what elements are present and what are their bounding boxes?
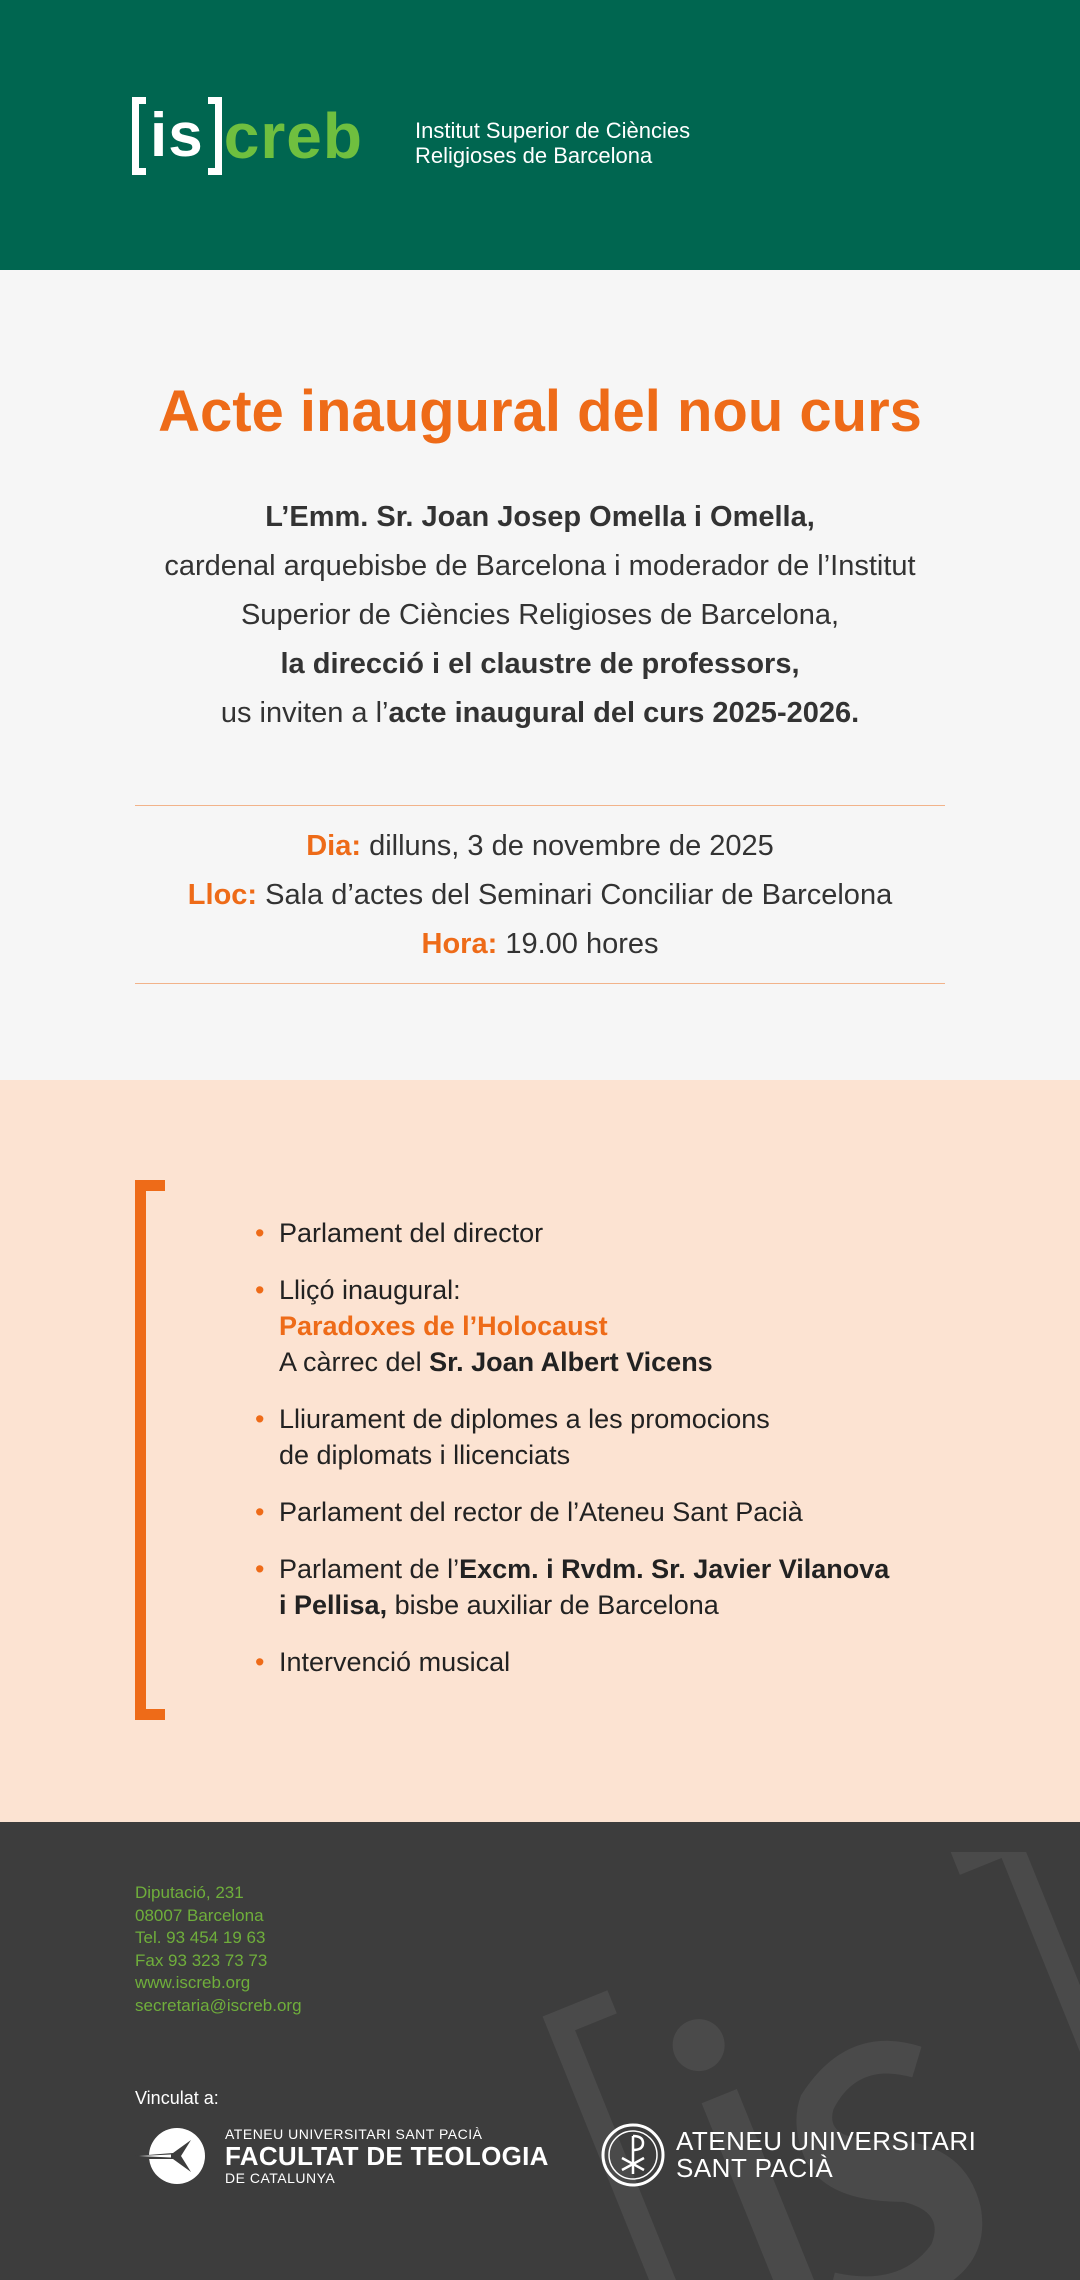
website-link[interactable]: www.iscreb.org <box>135 1973 251 1993</box>
program-list <box>255 1215 955 1701</box>
lecture-label: • Lliçó inaugural: <box>279 1275 461 1305</box>
place-label: Lloc: <box>187 879 258 911</box>
host-role-line1: cardenal arquebisbe de Barcelona i moderador de l’Institut <box>164 550 916 582</box>
ftc-parent: ATENEU UNIVERSITARI SANT PACIÀ <box>225 2126 483 2142</box>
email-link[interactable]: secretaria@iscreb.org <box>135 1995 302 2015</box>
bishop-prefix: Parlament de l’ <box>279 1554 460 1584</box>
iscreb-logo <box>132 88 363 184</box>
fax: Fax 93 323 73 73 <box>135 1950 268 1970</box>
logo-creb-text: creb <box>223 100 363 172</box>
logo-right-bracket <box>208 97 222 175</box>
footer <box>0 1822 1080 2280</box>
header <box>0 0 1080 270</box>
logo-left-bracket <box>132 97 146 175</box>
detail-day <box>135 822 945 871</box>
program-item-text: • Intervenció musical <box>279 1647 511 1677</box>
program-item-bishop-speech <box>255 1551 955 1623</box>
bishop-name-end: i Pellisa, <box>279 1590 388 1620</box>
invitation-line <box>100 689 980 738</box>
invitation-prefix: us inviten a l’ <box>220 697 389 729</box>
facultat-teologia-logo <box>133 2126 549 2186</box>
program-item-music <box>255 1644 955 1680</box>
facultat-teologia-logo-icon <box>133 2126 213 2186</box>
iscreb-watermark-icon <box>520 1852 1080 2280</box>
co-hosts: la direcció i el claustre de professors, <box>280 648 800 680</box>
postal-code: 08007 Barcelona <box>135 1905 264 1925</box>
event-name: acte inaugural del curs 2025-2026. <box>388 697 860 729</box>
bishop-line2 <box>279 1587 955 1623</box>
detail-time <box>135 920 945 969</box>
facultat-teologia-text <box>225 2126 549 2186</box>
program-item-director-speech <box>255 1215 955 1251</box>
program-item-text: • Parlament del director <box>279 1218 544 1248</box>
host-name: L’Emm. Sr. Joan Josep Omella i Omella, <box>265 501 815 533</box>
ateneu-logo <box>600 2122 976 2188</box>
bishop-role: bisbe auxiliar de Barcelona <box>387 1590 719 1620</box>
invitation-section <box>0 270 1080 1080</box>
lecture-speaker-line <box>279 1344 955 1380</box>
day-value: dilluns, 3 de novembre de 2025 <box>369 830 774 862</box>
program-item-text: • Parlament del rector de l’Ateneu Sant Pacià <box>279 1497 803 1527</box>
lecture-speaker: Sr. Joan Albert Vicens <box>429 1347 713 1377</box>
detail-place <box>135 871 945 920</box>
day-label: Dia: <box>306 830 362 862</box>
invitation-text <box>100 493 980 738</box>
ateneu-seal-icon <box>600 2122 666 2188</box>
ateneu-line1: ATENEU UNIVERSITARI <box>676 2126 977 2156</box>
institution-name-line2: Religioses de Barcelona <box>415 143 653 168</box>
contact-info <box>135 1882 302 2018</box>
lecture-speaker-prefix: A càrrec del <box>279 1347 430 1377</box>
affiliation-label: Vinculat a: <box>135 2088 219 2108</box>
ateneu-line2: SANT PACIÀ <box>676 2153 834 2183</box>
bishop-line1 <box>279 1551 955 1587</box>
ftc-name: FACULTAT DE TEOLOGIA <box>225 2141 549 2171</box>
phone: Tel. 93 454 19 63 <box>135 1928 266 1948</box>
divider-bottom <box>135 983 945 984</box>
program-item-rector-speech <box>255 1494 955 1530</box>
logo-is-text: is <box>150 101 204 170</box>
bishop-name: Excm. i Rvdm. Sr. Javier Vilanova <box>459 1554 890 1584</box>
page-title: Acte inaugural del nou curs <box>158 379 922 444</box>
divider-top <box>135 805 945 806</box>
program-item-inaugural-lecture <box>255 1272 955 1380</box>
address: Diputació, 231 <box>135 1883 244 1902</box>
lecture-title: Paradoxes de l’Holocaust <box>279 1311 608 1341</box>
institution-name <box>415 118 690 168</box>
ateneu-text <box>676 2128 976 2182</box>
program-section <box>0 1080 1080 1822</box>
time-value: 19.00 hores <box>505 928 659 960</box>
event-details <box>135 822 945 969</box>
program-item-diplomas <box>255 1401 955 1473</box>
time-label: Hora: <box>421 928 498 960</box>
institution-name-line1: Institut Superior de Ciències <box>415 118 691 143</box>
host-role-line2: Superior de Ciències Religioses de Barcelona, <box>240 599 840 631</box>
ftc-region: DE CATALUNYA <box>225 2170 336 2186</box>
diplomas-line1: • Lliurament de diplomes a les promocions <box>279 1404 770 1434</box>
diplomas-line2: de diplomats i llicenciats <box>279 1440 571 1470</box>
place-value: Sala d’actes del Seminari Conciliar de Barcelona <box>265 879 893 911</box>
program-bracket-decoration <box>135 1180 165 1720</box>
